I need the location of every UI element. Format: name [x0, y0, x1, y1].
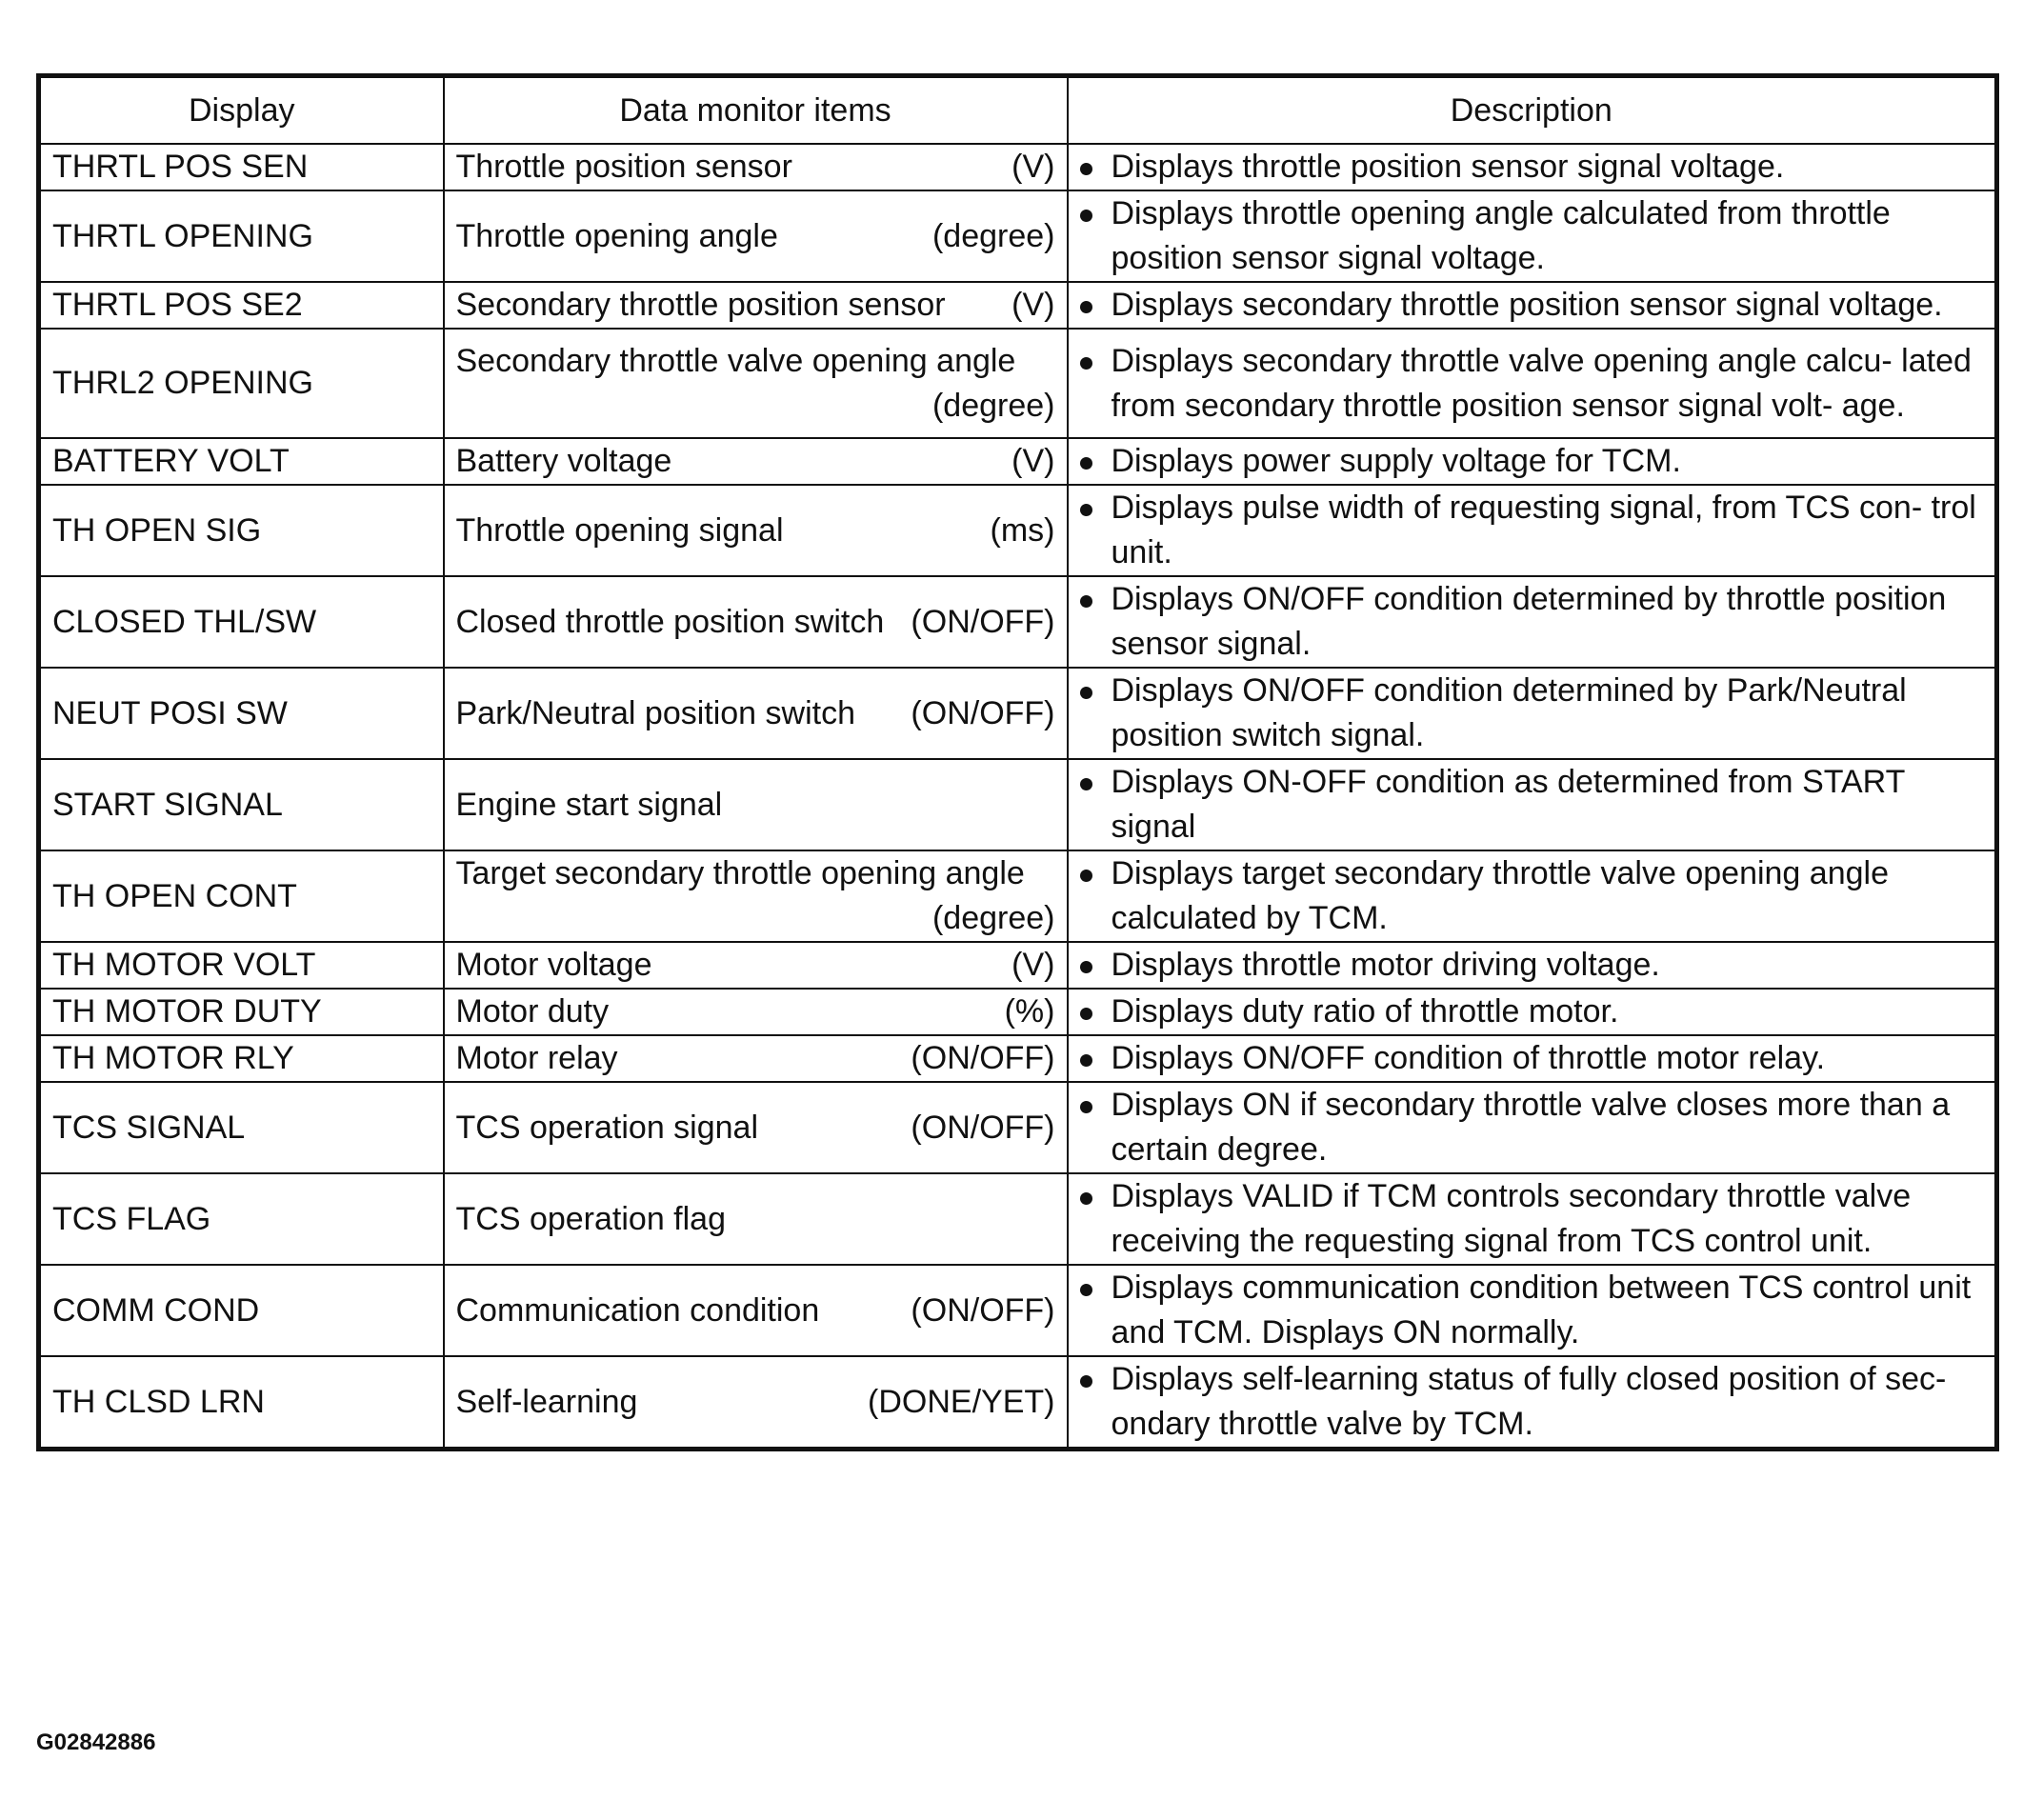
description [1080, 1036, 1984, 1081]
display-code: BATTERY VOLT [39, 438, 444, 485]
bullet-icon [1080, 1054, 1092, 1067]
data-monitor-item [456, 509, 1055, 553]
description-text: Displays communication condition between TCS control unit and TCM. Displays ON normally. [1111, 1270, 1972, 1350]
data-monitor-item [456, 339, 1055, 429]
description-text: Displays ON/OFF condition of throttle motor relay. [1111, 1040, 1826, 1076]
table-row [39, 485, 1997, 576]
item-name: Secondary throttle position sensor [455, 287, 946, 323]
item-unit: (%) [1004, 993, 1055, 1030]
display-code: TH CLSD LRN [39, 1356, 444, 1450]
description-text: Displays pulse width of requesting signal, from TCS con- trol unit. [1111, 490, 1976, 570]
description-cell [1068, 759, 1997, 850]
data-monitor-item-cell [444, 1356, 1068, 1450]
item-name: Closed throttle position switch [455, 603, 885, 640]
item-unit: (ON/OFF) [911, 603, 1055, 640]
bullet-icon [1080, 357, 1092, 370]
header-row [39, 76, 1997, 145]
description-cell [1068, 850, 1997, 942]
display-code: TCS SIGNAL [39, 1082, 444, 1173]
header-description: Description [1068, 76, 1997, 145]
table-row [39, 1265, 1997, 1356]
data-monitor-item [456, 1380, 1055, 1425]
bullet-icon [1080, 504, 1092, 516]
data-monitor-item-cell [444, 1265, 1068, 1356]
item-unit: (degree) [931, 900, 1055, 936]
data-monitor-item [456, 439, 1055, 484]
description [1080, 1266, 1984, 1355]
item-name: Throttle opening signal [455, 511, 784, 549]
table-row [39, 668, 1997, 759]
item-unit: (ON/OFF) [911, 694, 1055, 731]
description-cell [1068, 282, 1997, 329]
table-row [39, 190, 1997, 282]
table-body [39, 144, 1997, 1450]
data-monitor-item-cell [444, 144, 1068, 190]
table-row [39, 1356, 1997, 1450]
item-unit: (degree) [931, 217, 1055, 254]
table-row [39, 989, 1997, 1035]
description-text: Displays ON/OFF condition determined by Park/Neutral position switch signal. [1111, 672, 1907, 753]
description-cell [1068, 989, 1997, 1035]
table-row [39, 282, 1997, 329]
display-code: THRL2 OPENING [39, 329, 444, 438]
item-name: Battery voltage [455, 443, 672, 479]
table-row [39, 144, 1997, 190]
description [1080, 990, 1984, 1034]
table-row [39, 438, 1997, 485]
display-code: START SIGNAL [39, 759, 444, 850]
data-monitor-item [456, 691, 1055, 736]
item-name: Throttle opening angle [455, 217, 778, 254]
table-row [39, 850, 1997, 942]
description-text: Displays throttle opening angle calculated from throttle position sensor signal voltage. [1111, 195, 1891, 276]
data-monitor-item [456, 214, 1055, 259]
description [1080, 669, 1984, 758]
item-unit: (V) [1012, 443, 1055, 479]
data-monitor-item-cell [444, 329, 1068, 438]
header-display: Display [39, 76, 444, 145]
bullet-icon [1080, 1284, 1092, 1296]
description [1080, 191, 1984, 281]
data-monitor-item-cell [444, 190, 1068, 282]
description-cell [1068, 329, 1997, 438]
description [1080, 1357, 1984, 1447]
description-cell [1068, 1173, 1997, 1265]
description [1080, 283, 1984, 328]
description [1080, 851, 1984, 941]
description [1080, 439, 1984, 484]
display-code: COMM COND [39, 1265, 444, 1356]
description-cell [1068, 190, 1997, 282]
table-row [39, 1082, 1997, 1173]
description-cell [1068, 438, 1997, 485]
description-text: Displays duty ratio of throttle motor. [1111, 993, 1619, 1030]
item-unit: (degree) [931, 387, 1055, 424]
item-name: Engine start signal [455, 786, 723, 823]
item-unit: (ms) [990, 511, 1055, 549]
data-monitor-item-cell [444, 850, 1068, 942]
data-monitor-item [456, 1197, 1055, 1242]
data-monitor-item [456, 943, 1055, 988]
bullet-icon [1080, 870, 1092, 882]
description [1080, 1083, 1984, 1172]
display-code: CLOSED THL/SW [39, 576, 444, 668]
item-name: Throttle position sensor [455, 149, 792, 185]
data-monitor-item [456, 283, 1055, 328]
description-text: Displays throttle motor driving voltage. [1111, 947, 1660, 983]
data-monitor-item-cell [444, 759, 1068, 850]
table-row [39, 759, 1997, 850]
item-unit: (V) [1012, 149, 1055, 185]
data-monitor-item-cell [444, 942, 1068, 989]
display-code: NEUT POSI SW [39, 668, 444, 759]
table-row [39, 1173, 1997, 1265]
bullet-icon [1080, 961, 1092, 973]
bullet-icon [1080, 301, 1092, 313]
data-monitor-item [456, 145, 1055, 190]
item-name: Secondary throttle valve opening angle [455, 342, 1016, 379]
description [1080, 577, 1984, 667]
display-code: THRTL POS SEN [39, 144, 444, 190]
table-row [39, 1035, 1997, 1082]
data-monitor-item-cell [444, 1035, 1068, 1082]
item-name: Motor voltage [455, 947, 652, 983]
item-name: Target secondary throttle opening angle [455, 855, 1025, 891]
bullet-icon [1080, 1192, 1092, 1205]
item-name: Communication condition [455, 1291, 820, 1329]
item-unit: (ON/OFF) [911, 1291, 1055, 1329]
data-monitor-item-cell [444, 989, 1068, 1035]
table-row [39, 329, 1997, 438]
description [1080, 943, 1984, 988]
item-unit: (V) [1012, 947, 1055, 983]
bullet-icon [1080, 210, 1092, 222]
description-cell [1068, 668, 1997, 759]
bullet-icon [1080, 687, 1092, 699]
header-data-monitor-items: Data monitor items [444, 76, 1068, 145]
description-text: Displays throttle position sensor signal voltage. [1111, 149, 1785, 185]
table-row [39, 576, 1997, 668]
table-row [39, 942, 1997, 989]
item-name: Motor duty [455, 993, 610, 1030]
bullet-icon [1080, 163, 1092, 175]
bullet-icon [1080, 595, 1092, 608]
item-name: TCS operation signal [455, 1109, 759, 1146]
description-text: Displays ON/OFF condition determined by throttle position sensor signal. [1111, 581, 1947, 662]
data-monitor-item [456, 990, 1055, 1034]
display-code: THRTL POS SE2 [39, 282, 444, 329]
item-name: TCS operation flag [455, 1200, 726, 1237]
data-monitor-item-cell [444, 438, 1068, 485]
data-monitor-item-cell [444, 1173, 1068, 1265]
figure-code: G02842886 [36, 1730, 156, 1755]
description-text: Displays self-learning status of fully closed position of sec- ondary throttle valve by TCM. [1111, 1361, 1947, 1442]
item-name: Motor relay [455, 1040, 618, 1076]
data-monitor-item [456, 1036, 1055, 1081]
item-unit: (ON/OFF) [911, 1040, 1055, 1076]
description [1080, 145, 1984, 190]
description-cell [1068, 1082, 1997, 1173]
data-monitor-item-cell [444, 668, 1068, 759]
description-text: Displays ON-OFF condition as determined from START signal [1111, 764, 1905, 845]
display-code: TCS FLAG [39, 1173, 444, 1265]
description-cell [1068, 144, 1997, 190]
data-monitor-item [456, 783, 1055, 828]
data-monitor-item-cell [444, 485, 1068, 576]
description-cell [1068, 1356, 1997, 1450]
data-monitor-item [456, 1106, 1055, 1150]
data-monitor-item [456, 851, 1055, 941]
item-name: Self-learning [455, 1383, 638, 1420]
description-text: Displays ON if secondary throttle valve closes more than a certain degree. [1111, 1087, 1951, 1168]
display-code: TH OPEN CONT [39, 850, 444, 942]
display-code: TH MOTOR VOLT [39, 942, 444, 989]
bullet-icon [1080, 778, 1092, 790]
description-cell [1068, 1035, 1997, 1082]
bullet-icon [1080, 1101, 1092, 1113]
description-text: Displays secondary throttle position sensor signal voltage. [1111, 287, 1943, 323]
description-text: Displays VALID if TCM controls secondary throttle valve receiving the requesting signal from TCS control unit. [1111, 1178, 1912, 1259]
description [1080, 760, 1984, 850]
description [1080, 1174, 1984, 1264]
display-code: THRTL OPENING [39, 190, 444, 282]
display-code: TH MOTOR RLY [39, 1035, 444, 1082]
description-cell [1068, 576, 1997, 668]
item-name: Park/Neutral position switch [455, 694, 856, 731]
data-monitor-table [36, 73, 1999, 1451]
display-code: TH MOTOR DUTY [39, 989, 444, 1035]
data-monitor-item-cell [444, 282, 1068, 329]
display-code: TH OPEN SIG [39, 485, 444, 576]
item-unit: (V) [1012, 287, 1055, 323]
description [1080, 486, 1984, 575]
description-text: Displays target secondary throttle valve opening angle calculated by TCM. [1111, 855, 1889, 936]
item-unit: (DONE/YET) [868, 1383, 1055, 1420]
description-cell [1068, 485, 1997, 576]
description-text: Displays secondary throttle valve opening angle calcu- lated from secondary throttle position sensor signal volt- age. [1111, 342, 1972, 424]
data-monitor-item-cell [444, 1082, 1068, 1173]
description-cell [1068, 942, 1997, 989]
description-text: Displays power supply voltage for TCM. [1111, 443, 1681, 479]
item-unit: (ON/OFF) [911, 1109, 1055, 1146]
description-cell [1068, 1265, 1997, 1356]
data-monitor-item [456, 600, 1055, 645]
bullet-icon [1080, 457, 1092, 470]
data-monitor-item [456, 1289, 1055, 1333]
bullet-icon [1080, 1008, 1092, 1020]
data-monitor-item-cell [444, 576, 1068, 668]
description [1080, 339, 1984, 429]
bullet-icon [1080, 1375, 1092, 1388]
